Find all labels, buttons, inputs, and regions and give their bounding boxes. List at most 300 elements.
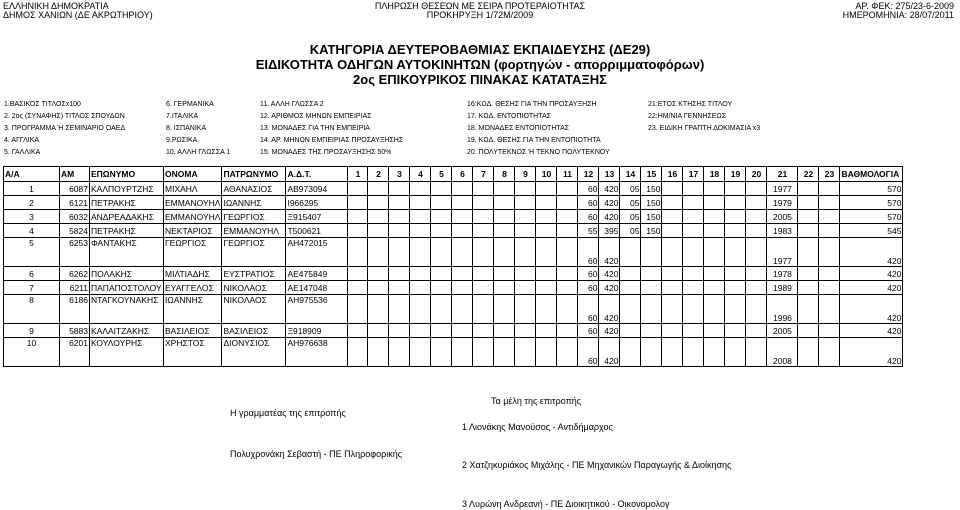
table-cell: ΑΒ973094 [286,182,348,196]
table-cell: ΙΩΑΝΝΗΣ [164,295,222,324]
table-cell [704,238,725,267]
table-cell [348,324,368,338]
table-cell [557,295,578,324]
table-cell [431,281,452,295]
table-cell [620,324,641,338]
table-cell [515,196,536,210]
members-label: Τα μέλη της επιτροπής [491,396,582,406]
table-cell: 9 [4,324,60,338]
table-cell: 1978 [767,267,798,281]
column-header: 11 [557,167,578,182]
legend-item: 14. ΑΡ. ΜΗΝΩΝ ΕΜΠΕΙΡΙΑΣ ΠΡΟΣΑΥΞΗΣΗΣ [260,137,404,144]
column-header: 14 [620,167,641,182]
table-cell: 570 [840,182,903,196]
secretary-label: Η γραμματέας της επιτροπής [230,408,346,418]
table-cell [746,267,767,281]
table-cell [389,324,410,338]
legend-item: 2. 2ος (ΣΥΝΑΦΗΣ) ΤΙΤΛΟΣ ΣΠΟΥΔΩΝ [4,113,125,120]
table-cell: 420 [599,338,620,367]
table-cell [410,324,431,338]
table-cell: 420 [840,295,903,324]
table-cell [725,182,746,196]
column-header: 20 [746,167,767,182]
member-3: 3 Λυρώνη Ανδρεανή - ΠΕ Διοικητικού - Οικονομολογ [462,499,670,509]
table-cell: 2 [4,196,60,210]
column-header: 16 [662,167,683,182]
table-cell [515,295,536,324]
table-cell [515,224,536,238]
legend-item: 13. ΜΟΝΑΔΕΣ ΓΙΑ ΤΗΝ ΕΜΠΕΙΡΙΑ [260,125,370,132]
table-cell [725,210,746,224]
table-cell [515,281,536,295]
table-cell [515,324,536,338]
table-cell [410,267,431,281]
legend-item: 10. ΑΛΛΗ ΓΛΩΣΣΑ 1 [166,149,231,156]
table-cell [746,295,767,324]
table-cell [410,238,431,267]
table-cell [704,338,725,367]
table-cell [452,338,473,367]
table-cell: 5 [4,238,60,267]
table-cell: ΕΜΜΑΝΟΥΗΛ [165,211,221,222]
table-cell [368,281,389,295]
column-header: Α/Α [4,167,60,182]
table-cell: 420 [599,324,620,338]
legend-item: 1.ΒΑΣΙΚΟΣ ΤΙΤΛΟΣx100 [4,101,81,108]
table-cell [452,224,473,238]
table-cell: 420 [599,210,620,224]
table-cell [473,238,494,267]
table-cell [662,338,683,367]
table-cell [557,196,578,210]
table-row [4,267,903,281]
table-cell: 5883 [60,324,90,338]
table-row [4,238,903,267]
table-cell: ΑΗ472015 [286,238,348,267]
table-cell [473,224,494,238]
table-cell: ΕΥΑΓΓΕΛΟΣ [164,281,222,295]
table-cell [494,196,515,210]
member-1: 1 Λιονάκης Μανούσος - Αντιδήμαρχος [462,422,613,432]
table-cell [368,182,389,196]
table-row [4,338,903,367]
table-cell [683,182,704,196]
table-cell [641,324,662,338]
table-cell [494,295,515,324]
table-cell: 60 [578,267,599,281]
table-cell [410,196,431,210]
fek-number: ΑΡ. ΦΕΚ: 275/23-6-2009 [855,1,954,11]
column-header: 9 [515,167,536,182]
table-cell [348,210,368,224]
table-cell: ΠΕΤΡΑΚΗΣ [90,196,164,210]
table-cell [746,182,767,196]
table-cell [819,324,840,338]
table-cell [536,338,557,367]
table-cell [494,324,515,338]
legend-item: 4. ΑΓΓΛΙΚΑ [4,137,40,144]
table-cell: Τ500621 [286,224,348,238]
table-cell [819,238,840,267]
table-cell [620,338,641,367]
legend-item: 8. ΙΣΠΑΝΙΚΑ [166,125,207,132]
table-cell: 60 [578,281,599,295]
table-cell [557,281,578,295]
table-cell: 6087 [60,182,90,196]
table-cell: ΠΟΛΑΚΗΣ [90,267,164,281]
table-cell [473,338,494,367]
column-header: 12 [578,167,599,182]
table-cell [389,182,410,196]
column-header: 17 [683,167,704,182]
table-cell: 05 [620,182,641,196]
table-cell: 05 [620,196,641,210]
org-name: ΕΛΛΗΝΙΚΗ ΔΗΜΟΚΡΑΤΙΑ [3,1,109,11]
table-cell: 6121 [60,196,90,210]
table-cell: 60 [578,324,599,338]
table-cell: ΝΤΑΓΚΟΥΝΑΚΗΣ [90,295,164,324]
legend-item: 15. ΜΟΝΑΔΕΣ ΤΗΣ ΠΡΟΣΑΥΞΗΣΗΣ 50% [260,149,392,156]
table-cell [431,182,452,196]
table-cell [620,238,641,267]
table-cell [725,338,746,367]
table-cell [557,338,578,367]
table-cell [452,281,473,295]
table-cell [536,324,557,338]
table-cell: 420 [599,267,620,281]
table-cell: 420 [599,281,620,295]
table-cell [725,267,746,281]
table-row [4,224,903,238]
table-cell [348,224,368,238]
table-cell [452,324,473,338]
table-cell [704,267,725,281]
table-cell [536,238,557,267]
table-cell [494,281,515,295]
table-cell [683,324,704,338]
table-cell [725,224,746,238]
table-cell [819,281,840,295]
table-cell [746,238,767,267]
table-cell [431,267,452,281]
table-cell: 545 [840,224,903,238]
table-row [4,182,903,196]
table-cell [431,196,452,210]
table-cell [798,295,819,324]
column-header: 2 [368,167,389,182]
table-cell: 150 [641,210,662,224]
table-cell [746,281,767,295]
table-cell [494,267,515,281]
table-cell: 3 [4,210,60,224]
table-cell [819,295,840,324]
table-cell: 60 [578,196,599,210]
table-cell: 10 [4,338,60,367]
table-cell: 7 [4,281,60,295]
table-cell [704,295,725,324]
legend-item: 22:ΗΜ/ΝΙΑ ΓΕΝΝΗΣΕΩΣ [648,113,727,120]
table-header-row [4,167,903,182]
table-cell [620,281,641,295]
category-title: ΚΑΤΗΓΟΡΙΑ ΔΕΥΤΕΡΟΒΑΘΜΙΑΣ ΕΚΠΑΙΔΕΥΣΗΣ (ΔΕ29) [309,42,651,57]
table-cell: Ι966295 [286,196,348,210]
column-header: 4 [410,167,431,182]
table-cell: ΝΕΚΤΑΡΙΟΣ [164,224,222,238]
legend-item: 18. ΜΟΝΑΔΕΣ ΕΝΤΟΠΙΟΤΗΤΑΣ [467,125,570,132]
table-cell [494,338,515,367]
table-cell [368,210,389,224]
legend-item: 11. ΑΛΛΗ ΓΛΩΣΣΑ 2 [260,101,324,108]
table-cell: 2005 [767,324,798,338]
table-cell [473,267,494,281]
table-cell [683,224,704,238]
table-cell: ΚΟΥΛΟΥΡΗΣ [90,338,164,367]
table-cell [725,295,746,324]
column-header: 6 [452,167,473,182]
legend-item: 19. ΚΩΔ. ΘΕΣΗΣ ΓΙΑ ΤΗΝ ΕΝΤΟΠΙΟΤΗΤΑ [467,137,601,144]
table-cell [557,224,578,238]
table-cell [746,196,767,210]
table-cell [431,324,452,338]
table-cell: 1979 [767,196,798,210]
table-cell [515,267,536,281]
table-cell: 6186 [60,295,90,324]
table-cell [368,295,389,324]
table-cell [819,196,840,210]
table-cell [368,338,389,367]
table-cell: ΓΕΩΡΓΙΟΣ [222,210,286,224]
table-cell [746,338,767,367]
table-cell: Ξ918909 [286,324,348,338]
table-cell: ΠΕΤΡΑΚΗΣ [90,224,164,238]
table-cell: ΕΥΣΤΡΑΤΙΟΣ [222,267,286,281]
ranking-table [3,166,903,367]
table-cell: 420 [599,182,620,196]
table-cell [819,224,840,238]
table-cell: ΑΗ976638 [286,338,348,367]
table-cell: 6201 [60,338,90,367]
table-cell [473,295,494,324]
table-cell: ΒΑΣΙΛΕΙΟΣ [164,324,222,338]
table-cell [368,238,389,267]
table-cell: ΒΑΣΙΛΕΙΟΣ [222,324,286,338]
table-cell [389,295,410,324]
table-cell [348,295,368,324]
table-cell [620,267,641,281]
table-cell [725,238,746,267]
table-cell [452,267,473,281]
table-row [4,324,903,338]
column-header: 5 [431,167,452,182]
table-cell [641,281,662,295]
table-cell [348,196,368,210]
column-header: 19 [725,167,746,182]
table-cell: 420 [840,281,903,295]
table-cell [368,224,389,238]
table-cell: 60 [578,238,599,267]
table-cell [725,324,746,338]
table-cell [704,210,725,224]
column-header: 10 [536,167,557,182]
table-cell [683,238,704,267]
legend-item: 3. ΠΡΟΓΡΑΜΜΑ Ή ΣΕΜΙΝΑΡΙΟ ΟΑΕΔ [4,125,126,132]
table-cell [536,224,557,238]
table-cell [389,281,410,295]
table-cell: ΑΝΔΡΕΑΔΑΚΗΣ [90,210,164,224]
table-cell: 150 [641,182,662,196]
table-cell [704,324,725,338]
table-cell: ΦΑΝΤΑΚΗΣ [90,238,164,267]
table-cell: 150 [641,196,662,210]
table-cell [515,238,536,267]
legend-item: 20. ΠΟΛΥΤΕΚΝΟΣ Ή ΤΕΚΝΟ ΠΟΛΥΤΕΚΝΟΥ [467,149,610,156]
table-row [4,281,903,295]
table-cell: 420 [840,338,903,367]
table-cell [348,238,368,267]
table-cell [389,210,410,224]
table-cell: ΓΕΩΡΓΙΟΣ [164,238,222,267]
table-cell: 05 [620,224,641,238]
table-cell [798,182,819,196]
table-cell [348,182,368,196]
table-cell: ΝΙΚΟΛΑΟΣ [222,295,286,324]
table-cell [798,224,819,238]
table-cell: ΜΙΛΤΙΑΔΗΣ [164,267,222,281]
table-cell: ΔΙΟΝΥΣΙΟΣ [222,338,286,367]
table-cell: ΕΜΜΑΝΟΥΗΛ [165,197,221,208]
table-cell [662,238,683,267]
table-cell: 6253 [60,238,90,267]
table-cell: ΧΡΗΣΤΟΣ [164,338,222,367]
table-cell [473,281,494,295]
table-cell [683,295,704,324]
table-cell [557,324,578,338]
table-cell: ΑΕ475849 [286,267,348,281]
table-cell [798,267,819,281]
table-cell [641,338,662,367]
column-header: ΒΑΘΜΟΛΟΓΙΑ [840,167,903,182]
table-cell [494,238,515,267]
table-cell [819,267,840,281]
table-cell [683,196,704,210]
table-cell [452,196,473,210]
table-cell [515,210,536,224]
table-cell [798,238,819,267]
member-2: 2 Χατζηκυριάκος Μιχάλης - ΠΕ Μηχανικών Παραγωγής & Διοίκησης [462,460,732,470]
table-cell [389,238,410,267]
table-row [4,210,903,224]
table-cell: ΕΜΜΑΝΟΥΗΛ [222,224,286,238]
table-cell: 55 [578,224,599,238]
table-cell: 60 [578,295,599,324]
table-cell [746,324,767,338]
table-cell [557,238,578,267]
table-cell: ΜΙΧΑΗΛ [164,182,222,196]
column-header: 13 [599,167,620,182]
table-cell [368,267,389,281]
table-cell [410,281,431,295]
table-cell: 6211 [60,281,90,295]
table-cell [683,338,704,367]
column-header: 22 [798,167,819,182]
table-cell [452,295,473,324]
table-cell [410,338,431,367]
table-cell [410,224,431,238]
table-cell [662,210,683,224]
column-header: 18 [704,167,725,182]
table-cell [431,295,452,324]
table-cell [410,295,431,324]
table-cell [536,210,557,224]
table-cell [683,210,704,224]
table-cell: 420 [840,238,903,267]
table-cell [389,224,410,238]
table-cell: 60 [578,210,599,224]
table-cell [798,338,819,367]
table-cell: 4 [4,224,60,238]
table-cell [452,182,473,196]
table-cell [494,224,515,238]
table-cell [431,338,452,367]
table-row [4,295,903,324]
table-cell [536,196,557,210]
table-cell: 6 [4,267,60,281]
table-cell [410,210,431,224]
legend-item: 21:ΕΤΟΣ ΚΤΗΣΗΣ ΤΙΤΛΟΥ [648,101,733,108]
legend-item: 12. ΑΡΙΘΜΟΣ ΜΗΝΩΝ ΕΜΠΕΙΡΙΑΣ [260,113,372,120]
table-cell: 1996 [767,295,798,324]
table-cell [725,281,746,295]
table-cell [473,324,494,338]
table-cell [683,267,704,281]
legend-item: 6. ΓΕΡΜΑΝΙΚΑ [166,101,214,108]
specialty-title: ΕΙΔΙΚΟΤΗΤΑ ΟΔΗΓΩΝ ΑΥΤΟΚΙΝΗΤΩΝ (φορτηγών - απορριμματοφόρων) [255,57,705,72]
table-cell: ΙΩΑΝΝΗΣ [222,196,286,210]
table-cell [536,267,557,281]
table-cell [473,182,494,196]
table-cell [368,324,389,338]
table-cell [704,182,725,196]
legend-item: 7.ΙΤΑΛΙΚΑ [166,113,199,120]
table-row [4,196,903,210]
table-cell [798,196,819,210]
table-cell [798,281,819,295]
table-cell: 1989 [767,281,798,295]
table-cell: 420 [599,196,620,210]
legend-item: 5. ΓΑΛΛΙΚΑ [4,149,41,156]
table-cell: 395 [599,224,620,238]
table-cell: Ξ915407 [286,210,348,224]
table-cell: ΝΙΚΟΛΑΟΣ [222,281,286,295]
table-cell [536,295,557,324]
table-cell: 6032 [60,210,90,224]
document-date: ΗΜΕΡΟΜΗΝΙΑ: 28/07/2011 [842,10,954,20]
table-cell [348,267,368,281]
table-cell [662,224,683,238]
table-cell [620,295,641,324]
table-cell [662,196,683,210]
table-cell [704,196,725,210]
table-cell: 1983 [767,224,798,238]
table-cell [798,324,819,338]
table-cell: 2008 [767,338,798,367]
table-title: 2ος ΕΠΙΚΟΥΡΙΚΟΣ ΠΙΝΑΚΑΣ ΚΑΤΑΤΑΞΗΣ [353,72,607,87]
table-cell [819,338,840,367]
column-header: 15 [641,167,662,182]
table-cell [683,281,704,295]
secretary-name: Πολυχρονάκη Σεβαστή - ΠΕ Πληροφορικής [230,449,403,459]
column-header: 7 [473,167,494,182]
